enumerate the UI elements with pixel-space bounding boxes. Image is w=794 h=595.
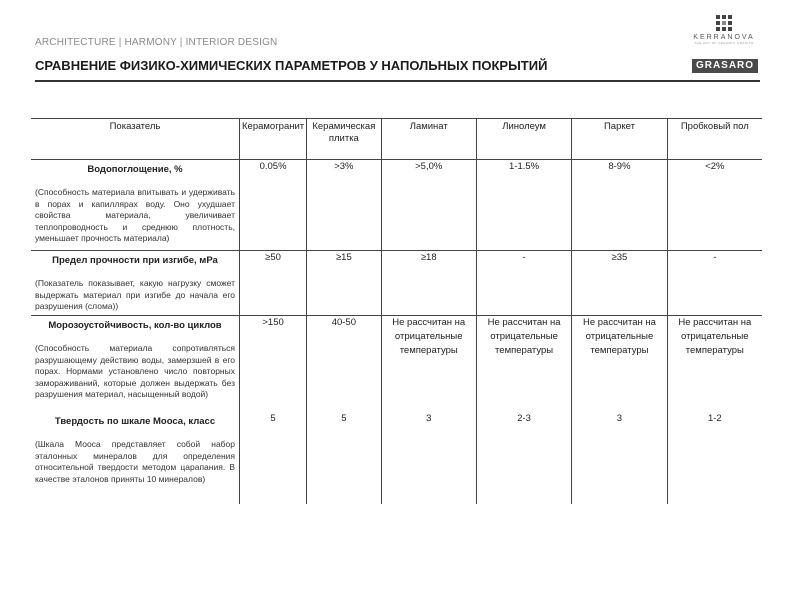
value-cell: 3 xyxy=(572,412,667,504)
parameter-description: (Шкала Мооса представляет собой набор эталонных минералов для определения относительной твердости методом царапания. В качестве эталонов приняты 10 минералов) xyxy=(35,439,235,484)
brand-mark-icon xyxy=(715,14,733,32)
value-cell: 8-9% xyxy=(572,160,667,251)
value-cell: 1-1.5% xyxy=(476,160,571,251)
value-cell: 40-50 xyxy=(307,316,381,413)
parameter-cell xyxy=(31,316,240,413)
parameter-cell xyxy=(31,160,240,251)
parameter-description: (Показатель показывает, какую нагрузку сможет выдержать материал при изгибе до начала его разрушения (слома)) xyxy=(35,278,235,311)
value-cell: >5,0% xyxy=(381,160,476,251)
parameter-label: Морозоустойчивость, кол-во циклов xyxy=(48,320,222,331)
tagline: ARCHITECTURE | HARMONY | INTERIOR DESIGN xyxy=(35,37,278,48)
value-cell: - xyxy=(667,251,762,316)
table-row xyxy=(31,160,762,251)
brand-subtitle: THE ART OF CERAMIC GRANITE xyxy=(694,41,754,45)
value-cell: Не рассчитан на отрицательные температуры xyxy=(476,316,571,413)
column-header: Керамогранит xyxy=(240,119,307,160)
value-cell: Не рассчитан на отрицательные температуры xyxy=(667,316,762,413)
title-divider xyxy=(35,80,760,82)
value-cell: >150 xyxy=(240,316,307,413)
column-header: Керамическая плитка xyxy=(307,119,381,160)
value-cell: 3 xyxy=(381,412,476,504)
value-cell: >3% xyxy=(307,160,381,251)
table-row xyxy=(31,251,762,316)
value-cell: <2% xyxy=(667,160,762,251)
value-cell: ≥15 xyxy=(307,251,381,316)
value-cell: - xyxy=(476,251,571,316)
page-title: СРАВНЕНИЕ ФИЗИКО-ХИМИЧЕСКИХ ПАРАМЕТРОВ У НАПОЛЬНЫХ ПОКРЫТИЙ xyxy=(35,58,548,73)
parameter-description: (Способность материала сопротивляться разрушающему действию воды, замерзшей в его порах. Нормами установлено число повторных замораживаний, которые должен выдержать без разрушения материал, насыщенный водой) xyxy=(35,343,235,399)
value-cell: 0.05% xyxy=(240,160,307,251)
value-cell: ≥18 xyxy=(381,251,476,316)
brand-logo xyxy=(690,14,758,45)
value-cell: ≥35 xyxy=(572,251,667,316)
value-cell: 2-3 xyxy=(476,412,571,504)
brand-name: KERRANOVA xyxy=(693,34,755,41)
value-cell: Не рассчитан на отрицательные температуры xyxy=(381,316,476,413)
parameter-label: Предел прочности при изгибе, мРа xyxy=(52,255,218,266)
column-header: Пробковый пол xyxy=(667,119,762,160)
column-header: Ламинат xyxy=(381,119,476,160)
table-row xyxy=(31,316,762,413)
value-cell: 1-2 xyxy=(667,412,762,504)
value-cell: ≥50 xyxy=(240,251,307,316)
parameter-cell xyxy=(31,412,240,504)
comparison-table xyxy=(31,118,762,504)
value-cell: Не рассчитан на отрицательные температуры xyxy=(572,316,667,413)
column-header: Паркет xyxy=(572,119,667,160)
column-header: Показатель xyxy=(31,119,240,160)
parameter-label: Твердость по шкале Мооса, класс xyxy=(54,416,216,427)
partner-logo: GRASARO xyxy=(692,59,758,73)
value-cell: 5 xyxy=(307,412,381,504)
column-header: Линолеум xyxy=(476,119,571,160)
table-header-row xyxy=(31,119,762,160)
value-cell: 5 xyxy=(240,412,307,504)
parameter-label: Водопоглощение, % xyxy=(87,164,183,175)
parameter-cell xyxy=(31,251,240,316)
table-row xyxy=(31,412,762,504)
parameter-description: (Способность материала впитывать и удерживать в порах и капиллярах воду. Оно ухудшает свойства материала, увеличивает теплопроводность и среднюю плотность, уменьшает прочность материала) xyxy=(35,187,235,243)
